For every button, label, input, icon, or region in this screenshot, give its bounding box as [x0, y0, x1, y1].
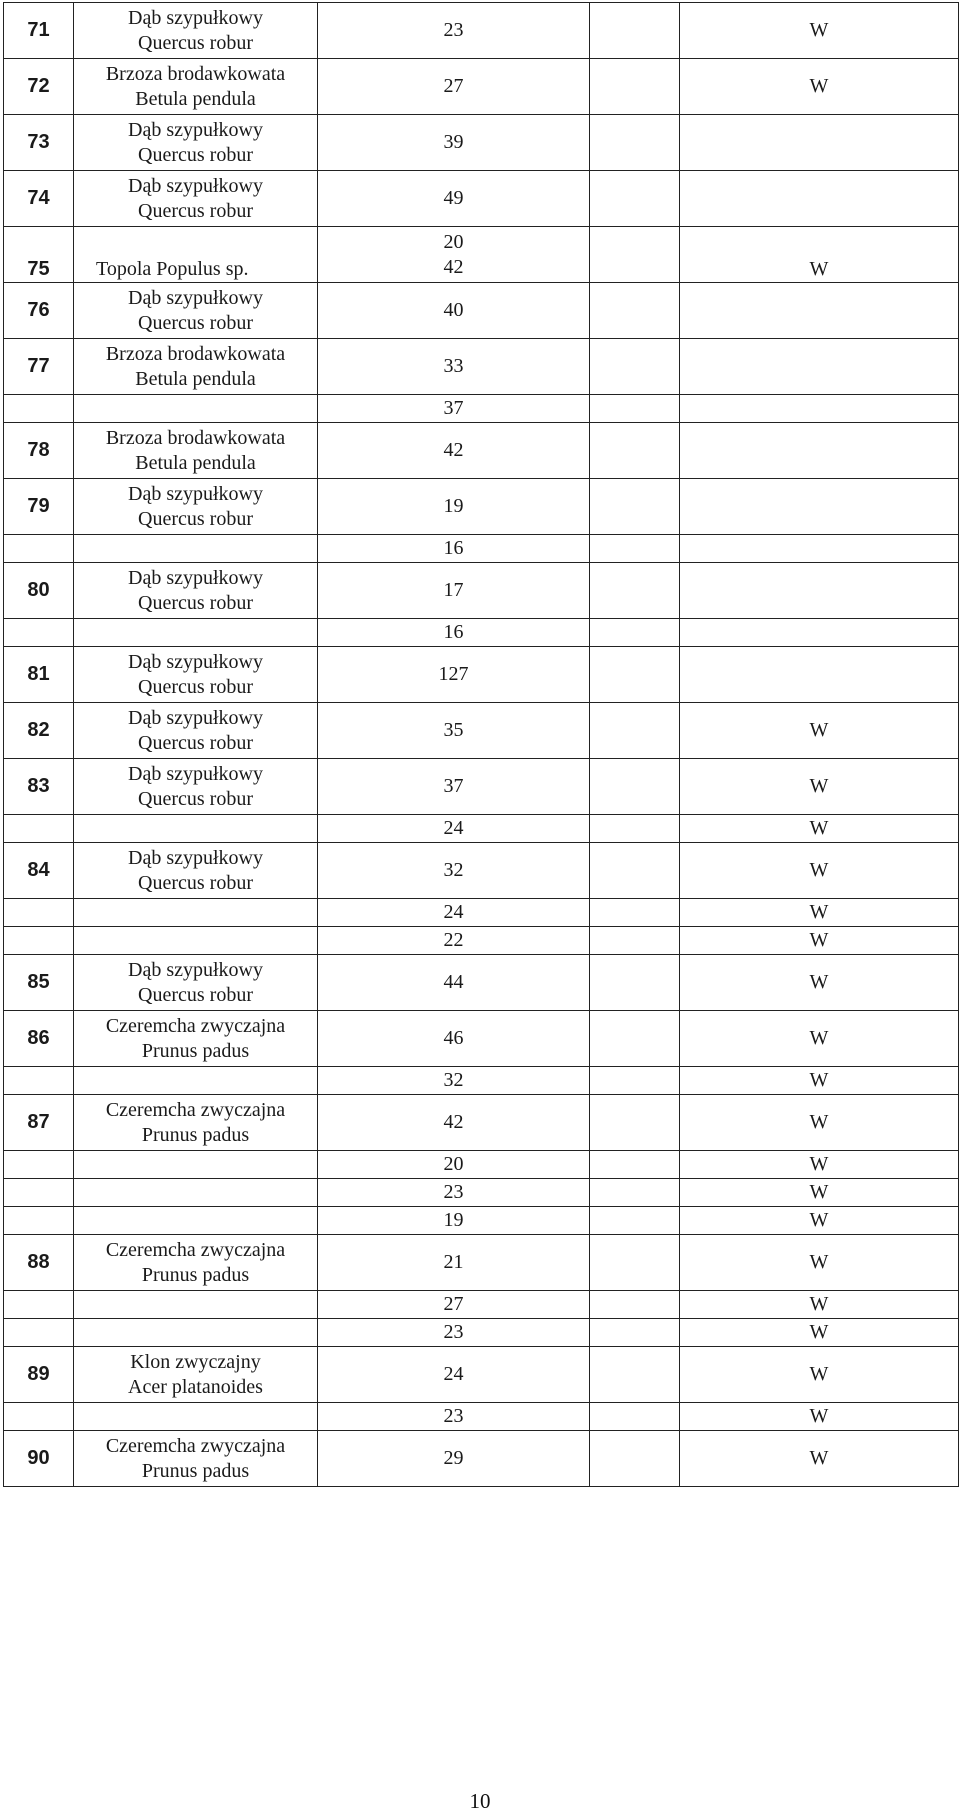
status-marker: W [680, 815, 959, 843]
species-latin-name: Betula pendula [135, 451, 256, 474]
circumference-value [318, 3, 590, 59]
tree-number: 77 [4, 339, 74, 395]
tree-number: 85 [4, 955, 74, 1011]
circumference-number: 24 [443, 817, 464, 839]
table-row [4, 955, 959, 1011]
table-row [4, 59, 959, 115]
species-common-name: Dąb szypułkowy [128, 566, 263, 589]
tree-number [4, 927, 74, 955]
tree-number [4, 1207, 74, 1235]
species-name [74, 1011, 318, 1067]
status-marker [680, 115, 959, 171]
species-common-name: Czeremcha zwyczajna [105, 1238, 286, 1261]
species-common-name: Czeremcha zwyczajna [105, 1014, 286, 1037]
species-name [74, 339, 318, 395]
tree-number: 81 [4, 647, 74, 703]
species-name [74, 563, 318, 619]
circumference-number: 32 [443, 1069, 464, 1091]
circumference-number: 33 [443, 355, 464, 377]
circumference-value [318, 759, 590, 815]
empty-cell [590, 1011, 680, 1067]
circumference-number: 49 [443, 187, 464, 209]
empty-cell [590, 3, 680, 59]
status-marker: W [680, 1151, 959, 1179]
table-row [4, 3, 959, 59]
tree-number [4, 535, 74, 563]
empty-cell [590, 283, 680, 339]
empty-cell [590, 423, 680, 479]
table-row [4, 1067, 959, 1095]
status-marker: W [680, 1011, 959, 1067]
table-row [4, 115, 959, 171]
table-row [4, 1207, 959, 1235]
status-marker: W [680, 1207, 959, 1235]
circumference-number: 23 [443, 1321, 464, 1343]
status-marker: W [680, 899, 959, 927]
species-latin-name: Quercus robur [138, 311, 253, 334]
species-latin-name: Quercus robur [138, 787, 253, 810]
empty-cell [590, 535, 680, 563]
circumference-number: 23 [443, 1405, 464, 1427]
species-name [74, 1207, 318, 1235]
tree-number [4, 1067, 74, 1095]
empty-cell [590, 1431, 680, 1487]
species-common-name: Dąb szypułkowy [128, 118, 263, 141]
circumference-number: 19 [443, 495, 464, 517]
circumference-value [318, 395, 590, 423]
species-name [74, 619, 318, 647]
empty-cell [590, 815, 680, 843]
species-latin-name: Quercus robur [138, 199, 253, 222]
circumference-number: 37 [443, 397, 464, 419]
table-row [4, 927, 959, 955]
species-name [74, 227, 318, 283]
circumference-value [318, 535, 590, 563]
table-row [4, 899, 959, 927]
circumference-value [318, 171, 590, 227]
tree-number: 79 [4, 479, 74, 535]
circumference-value [318, 115, 590, 171]
species-common-name: Dąb szypułkowy [128, 482, 263, 505]
empty-cell [590, 703, 680, 759]
table-row [4, 1347, 959, 1403]
empty-cell [590, 1067, 680, 1095]
species-common-name: Dąb szypułkowy [128, 6, 263, 29]
species-name [74, 647, 318, 703]
circumference-number: 16 [443, 621, 464, 643]
tree-number [4, 1179, 74, 1207]
circumference-value [318, 1179, 590, 1207]
table-row [4, 535, 959, 563]
circumference-number: 23 [443, 1181, 464, 1203]
species-name [74, 3, 318, 59]
species-common-name: Brzoza brodawkowata [105, 342, 286, 365]
empty-cell [590, 899, 680, 927]
species-name [74, 1095, 318, 1151]
circumference-number: 39 [443, 131, 464, 153]
tree-number: 83 [4, 759, 74, 815]
species-name [74, 59, 318, 115]
tree-number: 82 [4, 703, 74, 759]
empty-cell [590, 171, 680, 227]
circumference-number: 44 [443, 971, 464, 993]
status-marker: W [680, 227, 959, 283]
table-row [4, 339, 959, 395]
status-marker: W [680, 703, 959, 759]
species-common-name: Czeremcha zwyczajna [105, 1098, 286, 1121]
circumference-value [318, 1319, 590, 1347]
circumference-value [318, 423, 590, 479]
circumference-value [318, 1291, 590, 1319]
circumference-value [318, 563, 590, 619]
species-name [74, 759, 318, 815]
status-marker [680, 395, 959, 423]
circumference-value [318, 1207, 590, 1235]
circumference-number: 27 [443, 1293, 464, 1315]
status-marker: W [680, 1431, 959, 1487]
tree-number: 88 [4, 1235, 74, 1291]
table-row [4, 703, 959, 759]
status-marker [680, 423, 959, 479]
status-marker: W [680, 759, 959, 815]
table-row [4, 1235, 959, 1291]
table-row [4, 1011, 959, 1067]
circumference-value [318, 479, 590, 535]
species-name [74, 1347, 318, 1403]
empty-cell [590, 619, 680, 647]
circumference-number: 29 [443, 1447, 464, 1469]
circumference-value [318, 927, 590, 955]
empty-cell [590, 1291, 680, 1319]
tree-number: 87 [4, 1095, 74, 1151]
tree-number [4, 395, 74, 423]
species-common-name: Brzoza brodawkowata [105, 62, 286, 85]
species-common-name: Dąb szypułkowy [128, 846, 263, 869]
circumference-number: 23 [443, 19, 464, 41]
table-row [4, 843, 959, 899]
status-marker: W [680, 1347, 959, 1403]
status-marker: W [680, 1319, 959, 1347]
circumference-number: 27 [443, 75, 464, 97]
status-marker: W [680, 59, 959, 115]
status-marker: W [680, 1095, 959, 1151]
circumference-number: 42 [443, 1111, 464, 1133]
species-name [74, 171, 318, 227]
circumference-number: 21 [443, 1251, 464, 1273]
species-name [74, 395, 318, 423]
species-latin-name: Quercus robur [138, 675, 253, 698]
circumference-value [318, 283, 590, 339]
tree-number [4, 899, 74, 927]
circumference-value [318, 339, 590, 395]
empty-cell [590, 927, 680, 955]
species-name [74, 1151, 318, 1179]
tree-number [4, 1151, 74, 1179]
circumference-extra-value: 20 [443, 230, 464, 253]
empty-cell [590, 759, 680, 815]
status-marker: W [680, 1403, 959, 1431]
empty-cell [590, 1151, 680, 1179]
species-latin-name: Betula pendula [135, 87, 256, 110]
species-latin-name: Quercus robur [138, 731, 253, 754]
species-name [74, 703, 318, 759]
empty-cell [590, 1207, 680, 1235]
species-latin-name: Quercus robur [138, 507, 253, 530]
empty-cell [590, 395, 680, 423]
species-common-name: Dąb szypułkowy [128, 286, 263, 309]
circumference-number: 42 [443, 439, 464, 461]
empty-cell [590, 1347, 680, 1403]
tree-number [4, 619, 74, 647]
empty-cell [590, 115, 680, 171]
table-row [4, 395, 959, 423]
empty-cell [590, 955, 680, 1011]
empty-cell [590, 1403, 680, 1431]
table-row [4, 759, 959, 815]
species-common-name: Brzoza brodawkowata [105, 426, 286, 449]
tree-number: 86 [4, 1011, 74, 1067]
species-latin-name: Prunus padus [141, 1459, 250, 1482]
species-latin-name: Acer platanoides [128, 1375, 263, 1398]
species-common-name: Dąb szypułkowy [128, 174, 263, 197]
empty-cell [590, 1179, 680, 1207]
tree-number [4, 1403, 74, 1431]
circumference-number: 22 [443, 929, 464, 951]
status-marker [680, 535, 959, 563]
table-row [4, 815, 959, 843]
species-name [74, 1431, 318, 1487]
tree-number: 78 [4, 423, 74, 479]
table-row [4, 1431, 959, 1487]
circumference-number: 35 [443, 719, 464, 741]
tree-number: 89 [4, 1347, 74, 1403]
species-name [74, 1179, 318, 1207]
tree-inventory-table [3, 2, 959, 1487]
circumference-number: 40 [443, 299, 464, 321]
species-name [74, 843, 318, 899]
species-name [74, 479, 318, 535]
table-row [4, 1403, 959, 1431]
species-latin-name: Prunus padus [141, 1039, 250, 1062]
species-name [74, 423, 318, 479]
status-marker: W [680, 1291, 959, 1319]
species-name [74, 115, 318, 171]
circumference-value [318, 59, 590, 115]
circumference-number: 24 [443, 901, 464, 923]
species-latin-name: Quercus robur [138, 31, 253, 54]
circumference-value [318, 899, 590, 927]
table-row [4, 1291, 959, 1319]
table-row [4, 1319, 959, 1347]
circumference-number: 24 [443, 1363, 464, 1385]
species-common-name: Topola Populus sp. [96, 258, 249, 280]
status-marker [680, 283, 959, 339]
empty-cell [590, 59, 680, 115]
empty-cell [590, 647, 680, 703]
status-marker: W [680, 1179, 959, 1207]
table-row [4, 479, 959, 535]
species-latin-name: Quercus robur [138, 591, 253, 614]
tree-number: 74 [4, 171, 74, 227]
tree-number: 76 [4, 283, 74, 339]
species-name [74, 955, 318, 1011]
circumference-value [318, 647, 590, 703]
tree-number: 80 [4, 563, 74, 619]
empty-cell [590, 1235, 680, 1291]
species-name [74, 815, 318, 843]
species-latin-name: Prunus padus [141, 1123, 250, 1146]
circumference-number: 19 [443, 1209, 464, 1231]
circumference-value [318, 1347, 590, 1403]
empty-cell [590, 339, 680, 395]
circumference-value [318, 955, 590, 1011]
circumference-value [318, 1067, 590, 1095]
status-marker: W [680, 843, 959, 899]
table-row [4, 283, 959, 339]
tree-number: 71 [4, 3, 74, 59]
empty-cell [590, 563, 680, 619]
status-marker [680, 647, 959, 703]
table-row [4, 227, 959, 283]
table-row [4, 619, 959, 647]
status-marker: W [680, 3, 959, 59]
species-name [74, 283, 318, 339]
circumference-number: 42 [443, 255, 464, 278]
circumference-value [318, 843, 590, 899]
status-marker: W [680, 927, 959, 955]
species-latin-name: Betula pendula [135, 367, 256, 390]
species-common-name: Czeremcha zwyczajna [105, 1434, 286, 1457]
species-latin-name: Prunus padus [141, 1263, 250, 1286]
tree-number [4, 1291, 74, 1319]
species-name [74, 1319, 318, 1347]
status-marker [680, 479, 959, 535]
circumference-value [318, 815, 590, 843]
circumference-value [318, 1151, 590, 1179]
species-latin-name: Quercus robur [138, 871, 253, 894]
circumference-value [318, 1431, 590, 1487]
species-common-name: Dąb szypułkowy [128, 650, 263, 673]
circumference-number: 17 [443, 579, 464, 601]
circumference-number: 32 [443, 859, 464, 881]
empty-cell [590, 479, 680, 535]
tree-number: 84 [4, 843, 74, 899]
circumference-value [318, 703, 590, 759]
circumference-value [318, 1235, 590, 1291]
circumference-number: 16 [443, 537, 464, 559]
species-common-name: Dąb szypułkowy [128, 706, 263, 729]
empty-cell [590, 1095, 680, 1151]
table-row [4, 563, 959, 619]
species-common-name: Klon zwyczajny [130, 1350, 261, 1373]
status-marker [680, 619, 959, 647]
table-row [4, 1179, 959, 1207]
status-marker [680, 171, 959, 227]
empty-cell [590, 843, 680, 899]
circumference-number: 37 [443, 775, 464, 797]
circumference-number: 20 [443, 1153, 464, 1175]
status-marker: W [680, 955, 959, 1011]
status-marker [680, 339, 959, 395]
tree-number [4, 815, 74, 843]
circumference-value [318, 1095, 590, 1151]
table-row [4, 171, 959, 227]
species-name [74, 1235, 318, 1291]
circumference-value [318, 1403, 590, 1431]
tree-number: 75 [4, 227, 74, 283]
species-common-name: Dąb szypułkowy [128, 762, 263, 785]
empty-cell [590, 227, 680, 283]
tree-number: 72 [4, 59, 74, 115]
species-name [74, 899, 318, 927]
table-row [4, 1095, 959, 1151]
circumference-number: 127 [438, 663, 469, 685]
circumference-value [318, 227, 590, 283]
table-row [4, 647, 959, 703]
species-name [74, 535, 318, 563]
species-latin-name: Quercus robur [138, 143, 253, 166]
empty-cell [590, 1319, 680, 1347]
species-common-name: Dąb szypułkowy [128, 958, 263, 981]
species-name [74, 1067, 318, 1095]
page-number: 10 [469, 1789, 491, 1813]
tree-number [4, 1319, 74, 1347]
circumference-value [318, 619, 590, 647]
species-name [74, 927, 318, 955]
species-name [74, 1403, 318, 1431]
status-marker [680, 563, 959, 619]
circumference-value [318, 1011, 590, 1067]
table-row [4, 1151, 959, 1179]
status-marker: W [680, 1067, 959, 1095]
circumference-number: 46 [443, 1027, 464, 1049]
tree-number: 90 [4, 1431, 74, 1487]
species-latin-name: Quercus robur [138, 983, 253, 1006]
tree-number: 73 [4, 115, 74, 171]
status-marker: W [680, 1235, 959, 1291]
species-name [74, 1291, 318, 1319]
table-row [4, 423, 959, 479]
